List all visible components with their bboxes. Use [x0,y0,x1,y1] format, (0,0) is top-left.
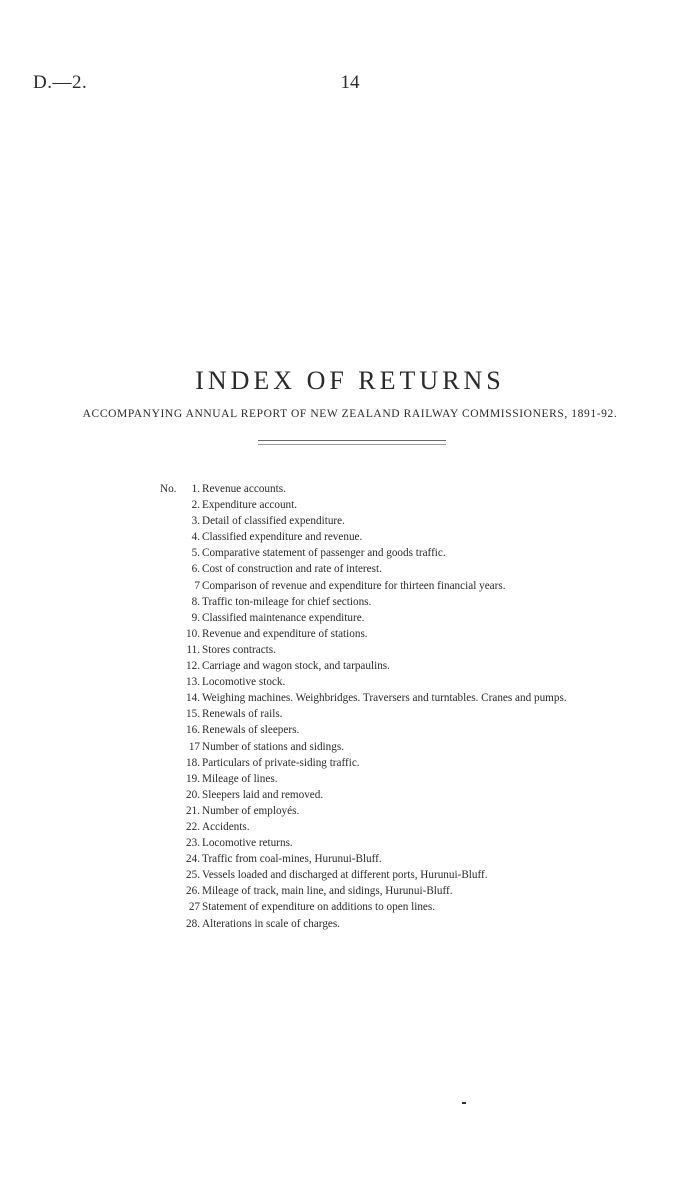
double-rule-divider [258,440,446,445]
return-item [160,610,680,626]
return-item [160,626,680,642]
return-number: 7 [194,579,200,592]
return-description: Mileage of lines. [202,772,278,785]
return-item [160,561,680,577]
return-item [160,883,680,899]
return-number: 4. [191,531,200,544]
return-number: 27 [188,901,200,914]
return-item [160,545,680,561]
return-item [160,851,680,867]
return-number: 23. [186,837,200,850]
return-description: Traffic ton-mileage for chief sections. [202,595,372,608]
return-item [160,706,680,722]
return-number: 28. [186,917,200,930]
return-description: Cost of construction and rate of interest. [202,563,382,576]
return-number: 13. [186,676,200,689]
return-item [160,497,680,513]
return-description: Detail of classified expenditure. [202,515,345,528]
return-number: 11. [186,643,200,656]
return-description: Locomotive returns. [202,837,293,850]
return-description: Number of stations and sidings. [202,740,345,753]
return-description: Weighing machines. Weighbridges. Traversers and turntables. Cranes and pumps. [202,692,567,705]
return-number: 18. [186,756,200,769]
return-item [160,771,680,787]
return-number: 15. [186,708,200,721]
page-reference: D.—2. [33,72,88,93]
return-item [160,578,680,594]
return-number: 10. [186,627,200,640]
return-number: 16. [186,724,200,737]
return-number: 17 [188,740,200,753]
page-number: 14 [340,72,360,93]
page-subtitle: ACCOMPANYING ANNUAL REPORT OF NEW ZEALAND RAILWAY COMMISSIONERS, 1891-92. [82,408,618,420]
return-number: 3. [191,515,200,528]
return-description: Classified expenditure and revenue. [202,531,363,544]
print-speck [462,1102,466,1104]
return-item [160,481,680,497]
return-item [160,819,680,835]
return-number: 22. [186,820,200,833]
return-item [160,899,680,915]
return-description: Revenue and expenditure of stations. [202,627,368,640]
return-description: Renewals of sleepers. [202,724,300,737]
return-description: Comparative statement of passenger and goods traffic. [202,547,446,560]
list-prefix: No. [160,483,177,495]
return-number: 1. [191,483,200,495]
rule-line-bottom [258,444,446,445]
return-description: Carriage and wagon stock, and tarpaulins. [202,660,390,673]
return-item [160,803,680,819]
return-description: Locomotive stock. [202,676,286,689]
return-number: 20. [186,788,200,801]
return-item [160,690,680,706]
return-description: Renewals of rails. [202,708,283,721]
return-item [160,787,680,803]
return-item [160,658,680,674]
return-item [160,916,680,932]
return-description: Traffic from coal-mines, Hurunui-Bluff. [202,853,382,866]
return-item [160,867,680,883]
return-number: 9. [191,611,200,624]
return-item [160,755,680,771]
returns-list [160,481,680,932]
return-number: 6. [191,563,200,576]
return-number: 14. [186,692,200,705]
return-description: Statement of expenditure on additions to open lines. [202,901,436,914]
return-number: 25. [186,869,200,882]
return-description: Mileage of track, main line, and sidings, Hurunui-Bluff. [202,885,453,898]
return-description: Number of employés. [202,804,300,817]
return-description: Revenue accounts. [202,483,286,495]
return-item [160,835,680,851]
return-number: 5. [191,547,200,560]
return-description: Particulars of private-siding traffic. [202,756,360,769]
rule-line-top [258,440,446,441]
return-description: Sleepers laid and removed. [202,788,324,801]
return-number: 12. [186,660,200,673]
return-number: 19. [186,772,200,785]
return-description: Comparison of revenue and expenditure for thirteen financial years. [202,579,506,592]
return-description: Stores contracts. [202,643,276,656]
return-item [160,594,680,610]
return-item [160,674,680,690]
return-number: 21. [186,804,200,817]
return-description: Classified maintenance expenditure. [202,611,365,624]
return-number: 8. [191,595,200,608]
return-description: Expenditure account. [202,499,298,512]
return-item [160,642,680,658]
return-description: Vessels loaded and discharged at different ports, Hurunui-Bluff. [202,869,488,882]
return-number: 2. [191,499,200,512]
page-title: INDEX OF RETURNS [195,366,505,395]
return-description: Accidents. [202,820,250,833]
return-description: Alterations in scale of charges. [202,917,341,930]
return-number: 26. [186,885,200,898]
return-item [160,513,680,529]
return-item [160,739,680,755]
return-item [160,529,680,545]
return-item [160,722,680,738]
return-number: 24. [186,853,200,866]
